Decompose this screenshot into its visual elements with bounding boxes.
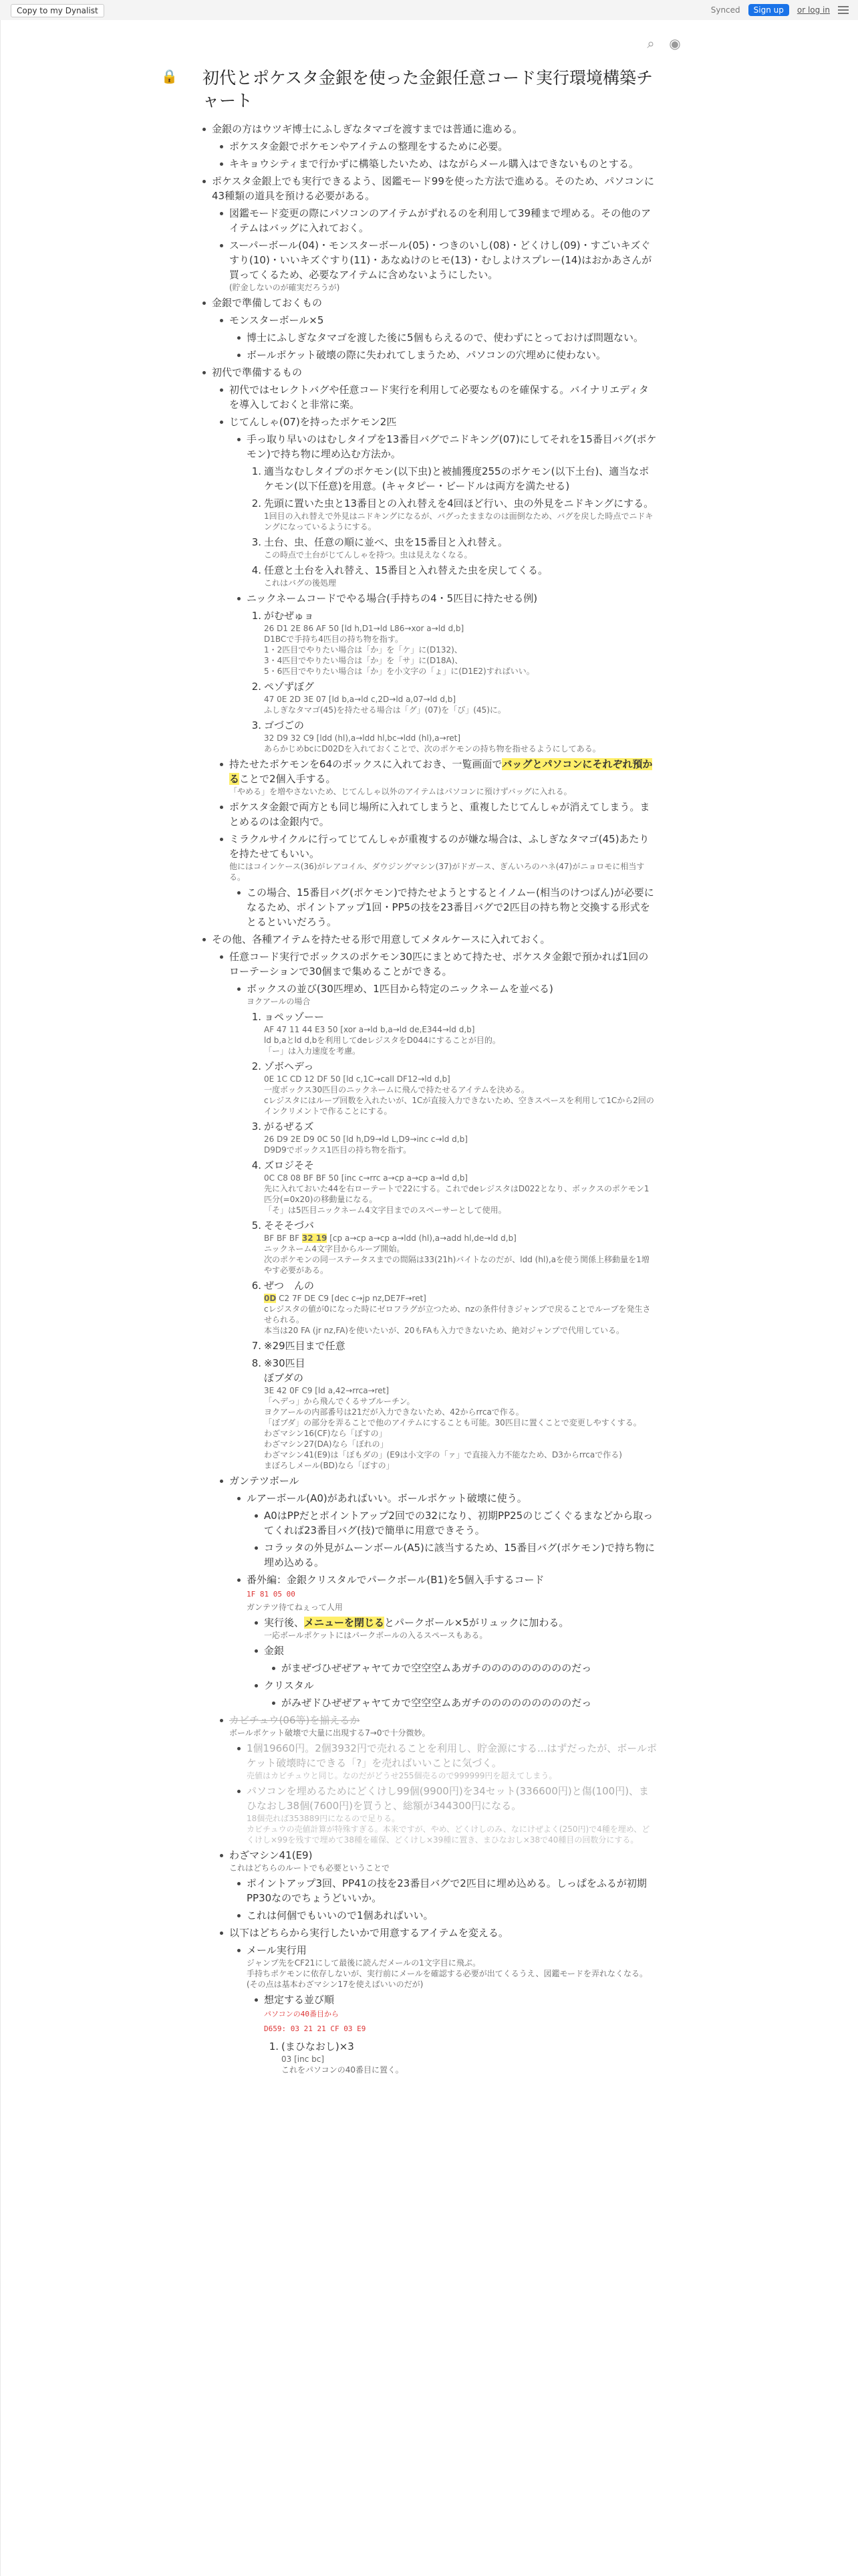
item-text[interactable]: カビチュウ(06等)を揃えるか (229, 1714, 360, 1726)
bullet-icon[interactable] (272, 1667, 275, 1670)
outline-item[interactable] (251, 1278, 657, 1336)
outline-item[interactable] (229, 313, 657, 328)
bullet-icon[interactable] (255, 1514, 258, 1518)
item-number: 2. (251, 681, 261, 693)
item-text[interactable]: クリスタル (264, 1679, 314, 1691)
item-number: 1. (251, 1011, 261, 1023)
bullet-icon[interactable] (220, 838, 223, 841)
item-note: 売値はカビチュウと同じ。なのだがどうせ255個売るので999999円を超えてしまう。 (247, 1771, 557, 1780)
item-note: 一応ボールポケットにはパークボールの入るスペースもある。 (264, 1631, 488, 1640)
document-paper (0, 20, 858, 2576)
item-note: 0E 1C CD 12 DF 50 [ld c,1C→call DF12→ld d,b] 一度ボックス30匹目のニックネームに飛んで持たせるアイテムを決める。 cレジスタにはループ回数を入れたいが、1Cが直接入力できないため、空きスペースを利用して1Cから2回のインクリメントで作ることにする。 (264, 1074, 654, 1116)
outline-item[interactable] (212, 365, 657, 380)
outline-item[interactable] (251, 1010, 657, 1056)
outline-item[interactable] (251, 1338, 657, 1353)
item-number: 2. (251, 1060, 261, 1072)
item-note: これはどちらのルートでも必要ということで (229, 1863, 390, 1873)
outline-item[interactable] (229, 156, 657, 171)
outline-item[interactable] (229, 139, 657, 154)
outline-item[interactable] (229, 415, 657, 429)
item-number: 2. (251, 497, 261, 509)
outline-item[interactable] (229, 382, 657, 412)
bullet-icon[interactable] (220, 319, 223, 322)
outline-item[interactable] (247, 1741, 657, 1781)
bullet-icon[interactable] (220, 763, 223, 766)
item-text[interactable]: 初代ではセレクトバグや任意コード実行を利用して必要なものを確保する。バイナリエディタを導入しておくと非常に楽。 (229, 384, 649, 411)
item-note: ボールポケット破壊で大量に出現する7→0で十分微妙。 (229, 1728, 430, 1738)
item-note: パソコンの40番目から (264, 2010, 339, 2018)
bullet-icon[interactable] (220, 1854, 223, 1857)
outline-item[interactable] (247, 330, 657, 345)
bullet-icon[interactable] (220, 1480, 223, 1483)
item-text[interactable]: コラッタの外見がムーンボール(A5)に該当するため、15番目バグ(ポケモン)で持ち物に埋め込める。 (264, 1542, 656, 1568)
item-note: 「やめる」を増やさないため、じてんしゃ以外のアイテムはパソコンに預けずバッグに入れる。 (229, 787, 572, 796)
item-text[interactable]: ミラクルサイクルに行ってじてんしゃが重複するのが嫌な場合は、ふしぎなタマゴ(45)あたりを持たせてもいい。 (229, 833, 650, 860)
item-note: 26 D1 2E 86 AF 50 [ld h,D1→ld L86→xor a→ld d,b] D1BCで手持ち4匹目の持ち物を指す。 1・2匹目でやりたい場合は「か」を「ケ」に(D132)、 3・4匹目でやりたい場合は「か」を「サ」に(D18A)、 5・6匹目でやりたい場合は「か」を小文字の「ょ」に(D1E2)すればいい。 (264, 624, 535, 676)
item-note: BF BF BF 32 19 [cp a→cp a→cp a→ldd (hl),a→add hl,de→ld d,b] ニックネーム4文字目からループ開始。 次のポケモンの同一ステータスまでの間隔は33(21h)バイトなのだが、ldd (hl),aを使う関係上移動量を1増やす必要がある。 (264, 1234, 650, 1275)
item-text[interactable]: 持たせたポケモンを64のボックスに入れておき、一覧画面でバッグとパソコンにそれぞれ預かることで2個入手する。 (229, 758, 653, 785)
item-text[interactable]: パソコンを埋めるためにどくけし99個(9900円)を34セット(336600円)と傷(100円)、まひなおし38個(7600円)を買うと、総額が344300円になる。 (247, 1785, 650, 1812)
outline-item[interactable] (251, 1218, 657, 1276)
copy-to-dynalist-button[interactable]: Copy to my Dynalist (11, 4, 104, 17)
item-note: 18個売れば353889円になるので足りる。 カビチュウの売値計算が特殊すぎる。本来ですが、やめ、どくけしのみ、なにけぜよく(250円)で4種を埋め、どくけし×99を残すで埋めて38種を確保、どくけし×39種に置き、まひなおし×38で40種目の回数分にする。 (247, 1814, 650, 1845)
bullet-icon[interactable] (255, 1684, 258, 1687)
outline-item[interactable] (281, 1695, 657, 1710)
item-note: ヨクアールの場合 (247, 997, 311, 1006)
outline-item[interactable] (247, 1908, 657, 1923)
outline-item[interactable] (251, 1356, 657, 1471)
item-text[interactable]: がむぜゅョ (264, 610, 314, 622)
bullet-icon[interactable] (237, 1949, 241, 1952)
item-text[interactable]: メール実行用 (247, 1944, 307, 1956)
item-number: 3. (251, 536, 261, 548)
outline-item[interactable] (264, 1615, 657, 1641)
outline-item[interactable] (251, 563, 657, 588)
item-note: 他にはコインケース(36)がレアコイル、ダウジングマシン(37)がドガース、ぎんいろのハネ(47)がニョロモに相当する。 (229, 862, 645, 882)
item-text[interactable]: 博士にふしぎなタマゴを渡した後に5個もらえるので、使わずにとっておけば問題ない。 (247, 332, 644, 344)
item-text[interactable]: ゴづごの (264, 719, 305, 731)
bullet-icon[interactable] (237, 597, 241, 600)
outline-item[interactable] (251, 1158, 657, 1215)
sync-status: Synced (710, 5, 740, 15)
item-number: 7. (251, 1340, 261, 1352)
item-text[interactable]: 適当なむしタイプのポケモン(以下虫)と被捕獲度255のポケモン(以下土台)、適当なポケモン(以下任意)を用意。(キャタピー・ビードルは両方を満たせる) (264, 465, 650, 492)
outline-item[interactable] (229, 1474, 657, 1488)
highlight-text: メニューを閉じる (304, 1617, 385, 1629)
document-title: 初代とポケスタ金銀を使った金銀任意コード実行環境構築チャート (202, 68, 654, 110)
item-text[interactable]: ニックネームコードでやる場合(手持ちの4・5匹目に持たせる例) (247, 592, 538, 604)
outline-item[interactable] (229, 238, 657, 293)
item-note: これはバグの後処理 (264, 578, 337, 588)
outline-item[interactable] (247, 591, 657, 606)
bullet-icon[interactable] (237, 336, 241, 340)
account-area (711, 4, 849, 16)
item-text[interactable]: ポイントアップ3回、PP41の技を23番目バグで2匹目に埋め込める。しっぱをふるが初期PP30なのでちょうどいいか。 (247, 1877, 647, 1904)
outline-item[interactable] (247, 1491, 657, 1506)
outline-item[interactable] (247, 348, 657, 362)
outline-item[interactable] (247, 1572, 657, 1613)
item-text[interactable]: わざマシン41(E9) (229, 1849, 313, 1861)
item-note: ジャンプ先をCF21にして最後に読んだメールの1文字目に飛ぶ。 手持ちポケモンに依存しないが、実行前にメールを確認する必要が出てくるうえ、図鑑モードを弄れなくなる。 (その点は基本わざマシン17を使えばいいのだが) (247, 1958, 648, 1989)
bullet-icon[interactable] (220, 145, 223, 148)
outline-item[interactable] (251, 1119, 657, 1155)
bullet-icon[interactable] (220, 421, 223, 424)
item-text[interactable]: 初代で準備するもの (212, 366, 303, 378)
outline-list (202, 122, 657, 2075)
outline-item[interactable] (247, 432, 657, 461)
item-number: 3. (251, 719, 261, 731)
item-text[interactable]: 金銀 (264, 1645, 285, 1657)
bullet-icon[interactable] (237, 1914, 241, 1917)
item-note: (貯金しないのが確実だろうが) (229, 283, 340, 292)
bullet-icon[interactable] (255, 1621, 258, 1625)
item-text[interactable]: ボールポケット破壊の際に失われてしまうため、パソコンの穴埋めに使わない。 (247, 349, 607, 361)
bullet-icon[interactable] (220, 212, 223, 215)
outline-item[interactable] (251, 608, 657, 677)
outline-item[interactable] (229, 757, 657, 797)
outline-item[interactable] (212, 296, 657, 310)
page-tools (644, 36, 682, 51)
menu-icon[interactable] (838, 6, 849, 14)
outline-item[interactable] (247, 981, 657, 1007)
outline-item[interactable] (264, 1508, 657, 1538)
bullet-icon[interactable] (237, 891, 241, 895)
bullet-icon[interactable] (202, 371, 206, 374)
item-note: AF 47 11 44 E3 50 [xor a→ld b,a→ld de,E344→ld d,b] ld b,aとld d,bを利用してdeレジスタをD044にすることが目的。 「ー」は入力速度を考慮。 (264, 1025, 500, 1056)
outline-item[interactable] (247, 1876, 657, 1905)
signup-button[interactable]: Sign up (748, 4, 789, 16)
item-text[interactable]: 任意コード実行でボックスのポケモン30匹にまとめて持たせ、ポケスタ金銀で預かれば1回のローテーションで30個まで集めることができる。 (229, 951, 649, 977)
outline-item[interactable] (281, 1661, 657, 1675)
item-number: 1. (251, 465, 261, 477)
item-note: 03 [inc bc] これをパソコンの40番目に置く。 (281, 2055, 404, 2075)
eye-icon[interactable]: ◉ (669, 35, 681, 51)
bullet-icon[interactable] (255, 1998, 258, 2002)
item-text[interactable]: この場合、15番目バグ(ポケモン)で持たせようとするとイノムー(相当のけつばん)が必要になるため、ポイントアップ1回・PP5の技を23番目バグで2匹目の持ち物と交換する形式をとるといいだろう。 (247, 887, 654, 928)
bullet-icon[interactable] (202, 302, 206, 305)
bullet-icon[interactable] (220, 955, 223, 959)
bullet-icon[interactable] (220, 244, 223, 247)
bullet-icon[interactable] (220, 162, 223, 166)
bullet-icon[interactable] (255, 1649, 258, 1653)
bullet-icon[interactable] (255, 1546, 258, 1550)
highlight-text: 32 19 (301, 1234, 327, 1243)
bullet-icon[interactable] (237, 1882, 241, 1885)
bullet-icon[interactable] (237, 1578, 241, 1582)
item-text[interactable]: ポケスタ金銀で両方とも同じ場所に入れてしまうと、重複したじてんしゃが消えてしまう。まとめるのは金銀内で。 (229, 801, 650, 828)
item-text[interactable]: ペゾずぼグ (264, 681, 315, 693)
highlight-text: 0D (264, 1294, 277, 1303)
outline-item[interactable] (264, 1540, 657, 1570)
outline-item[interactable] (251, 496, 657, 532)
bullet-icon[interactable] (202, 938, 206, 941)
item-text[interactable]: 土台、虫、任意の順に並べ、虫を15番目と入れ替え。 (264, 536, 508, 548)
item-note: 0D C2 7F DE C9 [dec c→jp nz,DE7F→ret] cレジスタの値が0になった時にゼロフラグが立つため、nzの条件付きジャンプで戻ることでループを発生させられる。 本当は20 FA (jr nz,FA)を使いたいが、20もFAも入力できないため、絶対ジャンプで代用している。 (264, 1294, 651, 1335)
outline-item[interactable] (264, 1643, 657, 1658)
item-text[interactable]: ※29匹目まで任意 (264, 1340, 345, 1352)
bullet-icon[interactable] (237, 354, 241, 357)
lock-icon: 🔒 (161, 68, 178, 84)
item-text[interactable]: 手っ取り早いのはむしタイプを13番目バグでニドキング(07)にしてそれを15番目バグ(ポケモン)で持ち物に埋め込む方法か。 (247, 433, 657, 460)
item-text[interactable]: 金銀で準備しておくもの (212, 297, 323, 309)
item-text[interactable]: 番外編：金銀クリスタルでパークボール(B1)を5個入手するコード (247, 1574, 545, 1586)
item-number: 1. (251, 610, 261, 622)
outline-item[interactable] (229, 1925, 657, 1940)
item-text[interactable]: これは何個でもいいので1個あればいい。 (247, 1909, 434, 1921)
item-text[interactable]: 任意と土台を入れ替え、15番目と入れ替えた虫を戻してくる。 (264, 564, 548, 576)
item-text[interactable]: ズロジそそ (264, 1159, 315, 1171)
bullet-icon[interactable] (220, 1931, 223, 1935)
highlight-text: バッグとパソコンにそれぞれ預かる (229, 758, 653, 785)
bullet-icon[interactable] (202, 180, 206, 183)
item-text[interactable]: ポケスタ金銀上でも実行できるよう、図鑑モード99を使った方法で進める。そのため、パソコンに43種類の道具を預ける必要がある。 (212, 175, 654, 202)
item-note: 3E 42 0F C9 [ld a,42→rrca→ret] 「ヘデっ」から飛んでくるサブルーチン。 ヨクアールの内部番号は21だが入力できないため、42からrrcaで作る。 「ぼブダ」の部分を弄ることで他のアイテムにすることも可能。30匹目に置くことで変更しやすくする。 わざマシン16(CF)なら「ぼすの」 わざマシン27(DA)なら「ぼれの」 わざマシン41(E9)は「ぼもダの」(E9は小文字の「ァ」で直接入力不能なため、D3からrrcaで作る) まぼろしメール(BD)なら「ぼすの」 (264, 1386, 641, 1470)
item-note: 26 D9 2E D9 0C 50 [ld h,D9→ld L,D9→inc c→ld d,b] D9D9でボックス1匹目の持ち物を指す。 (264, 1135, 468, 1155)
item-number: 4. (251, 1159, 261, 1171)
outline-item[interactable] (251, 535, 657, 560)
outline-item[interactable] (247, 1943, 657, 1990)
item-text[interactable]: ョペッゾーー (264, 1011, 325, 1023)
bullet-icon[interactable] (237, 987, 241, 991)
outline-item[interactable] (212, 174, 657, 203)
item-note: 47 0E 2D 3E 07 [ld b,a→ld c,2D→ld a,07→ld d,b] ふしぎなタマゴ(45)を持たせる場合は「グ」(07)を「び」(45)に。 (264, 695, 506, 715)
item-text[interactable]: A0はPPだとポイントアップ2回での32になり、初期PP25のじごくぐるまなどから取ってくれば23番目バグ(技)で簡単に用意できそう。 (264, 1510, 654, 1536)
bullet-icon[interactable] (237, 438, 241, 441)
item-text[interactable]: 先頭に置いた虫と13番目との入れ替えを4回ほど行い、虫の外見をニドキングにする。 (264, 497, 654, 509)
outline-item[interactable] (247, 885, 657, 929)
item-text[interactable]: 図鑑モード変更の際にパソコンのアイテムがずれるのを利用して39種まで埋める。その他のアイテムはバッグに入れておく。 (229, 207, 652, 234)
item-note: 1F 81 05 00 (247, 1590, 295, 1599)
outline-item[interactable] (229, 800, 657, 829)
item-number: 5. (251, 1219, 261, 1232)
item-note: 0C C8 08 BF BF 50 [inc c→rrc a→cp a→cp a→ld d,b] 先に入れておいた44を右ローテートで22にする。これでdeレジスタはD022となり、ボックスのポケモン1匹分(=0x20)の移動量になる。 「そ」は5匹目ニックネーム4文字目までのスペーサーとして使用。 (264, 1173, 650, 1215)
item-text[interactable]: がるぜるズ (264, 1121, 314, 1133)
bullet-icon[interactable] (220, 1719, 223, 1722)
outline-item[interactable] (264, 1992, 657, 2036)
bullet-icon[interactable] (220, 388, 223, 392)
bullet-icon[interactable] (237, 1497, 241, 1500)
item-text[interactable]: ルアーボール(A0)があればいい。ボールポケット破壊に使う。 (247, 1492, 527, 1504)
item-text[interactable]: (まひなおし)×3 (281, 2040, 354, 2053)
outline-item[interactable] (229, 1848, 657, 1873)
outline-item[interactable] (247, 1784, 657, 1845)
bullet-icon[interactable] (237, 1747, 241, 1750)
item-text[interactable]: じてんしゃ(07)を持ったポケモン2匹 (229, 416, 397, 428)
item-text[interactable]: スーパーボール(04)・モンスターボール(05)・つきのいし(08)・どくけし(09)・すごいキズぐすり(10)・いいキズぐすり(11)・あなぬけのヒモ(13)・むしよけスプレー(14)はおかあさんが買ってくるため、必要なアイテムに含めないようにしたい。 (229, 239, 652, 281)
outline-item[interactable] (264, 1678, 657, 1693)
item-text[interactable]: その他、各種アイテムを持たせる形で用意してメタルケースに入れておく。 (212, 933, 551, 945)
item-note: 1回目の入れ替えで外見はニドキングになるが、バグったままなのは面倒なため、バグを戻した時点でニドキングになっているようにする。 (264, 511, 654, 532)
item-text[interactable]: キキョウシティまで行かずに構築したいため、はながらメール購入はできないものとする。 (229, 158, 639, 170)
item-text[interactable]: ガンテツボール (229, 1475, 299, 1487)
item-number: 3. (251, 1121, 261, 1133)
item-text[interactable]: モンスターボール×5 (229, 314, 324, 326)
item-text[interactable]: 1個19660円。2個3932円で売れることを利用し、貯金源にする...はずだったが、ボールポケット破壊時にできる「?」を売ればいいことに気づく。 (247, 1742, 657, 1769)
item-text[interactable]: ゾボヘデっ (264, 1060, 314, 1072)
item-text[interactable]: 実行後、メニューを閉じるとパークボール×5がリュックに加わる。 (264, 1617, 569, 1629)
search-icon[interactable]: ⌕ (647, 35, 655, 51)
outline-content (202, 67, 657, 2078)
item-note: 32 D9 32 C9 [ldd (hl),a→ldd hl,bc→ldd (hl),a→ret] あらかじめbcにD02Dを入れておくことで、次のポケモンの持ち物を指せるようにしてある。 (264, 733, 601, 753)
outline-item[interactable] (251, 718, 657, 754)
item-text[interactable]: がみぜドひぜぜアャヤてカで空空空ムあガチのののののののののだっ (281, 1697, 592, 1709)
item-note-secondary: D659: 03 21 21 CF 03 E9 (264, 2024, 366, 2033)
item-text[interactable]: 想定する並び順 (264, 1994, 335, 2006)
item-text[interactable]: そそそづバ (264, 1219, 315, 1232)
item-number: 4. (251, 564, 261, 576)
outline-item[interactable] (229, 949, 657, 979)
outline-item[interactable] (229, 1713, 657, 1738)
outline-item[interactable] (251, 679, 657, 715)
outline-item[interactable] (212, 932, 657, 947)
item-number: 6. (251, 1280, 261, 1292)
bullet-icon[interactable] (237, 1790, 241, 1793)
outline-item[interactable] (229, 206, 657, 235)
item-text[interactable]: がまぜづひぜぜアャヤてカで空空空ムあガチのののののののののだっ (281, 1662, 592, 1674)
item-text[interactable]: 以下はどちらから実行したいかで用意するアイテムを変える。 (229, 1927, 509, 1939)
bullet-icon[interactable] (202, 128, 206, 131)
item-text[interactable]: ボックスの並び(30匹埋め、1匹目から特定のニックネームを並べる) (247, 983, 553, 995)
outline-item[interactable] (251, 1059, 657, 1117)
outline-item[interactable] (229, 832, 657, 883)
bullet-icon[interactable] (220, 806, 223, 809)
item-text[interactable]: ぜつ んの (264, 1280, 315, 1292)
item-number: 8. (251, 1357, 261, 1369)
outline-item[interactable] (269, 2039, 657, 2075)
top-bar (0, 0, 858, 20)
login-link[interactable]: or log in (797, 5, 830, 15)
item-text[interactable]: ※30匹目 ぼブダの (264, 1357, 305, 1384)
outline-item[interactable] (251, 464, 657, 493)
item-text[interactable]: ポケスタ金銀でポケモンやアイテムの整理をするために必要。 (229, 140, 509, 152)
bullet-icon[interactable] (272, 1702, 275, 1705)
item-text[interactable]: 金銀の方はウツギ博士にふしぎなタマゴを渡すまでは普通に進める。 (212, 123, 523, 135)
item-note-secondary: ガンテツ待てねぇって人用 (247, 1603, 343, 1612)
item-note: この時点で土台がじてんしゃを持つ。虫は見えなくなる。 (264, 550, 472, 560)
outline-item[interactable] (212, 122, 657, 136)
item-number: 1. (269, 2040, 279, 2053)
